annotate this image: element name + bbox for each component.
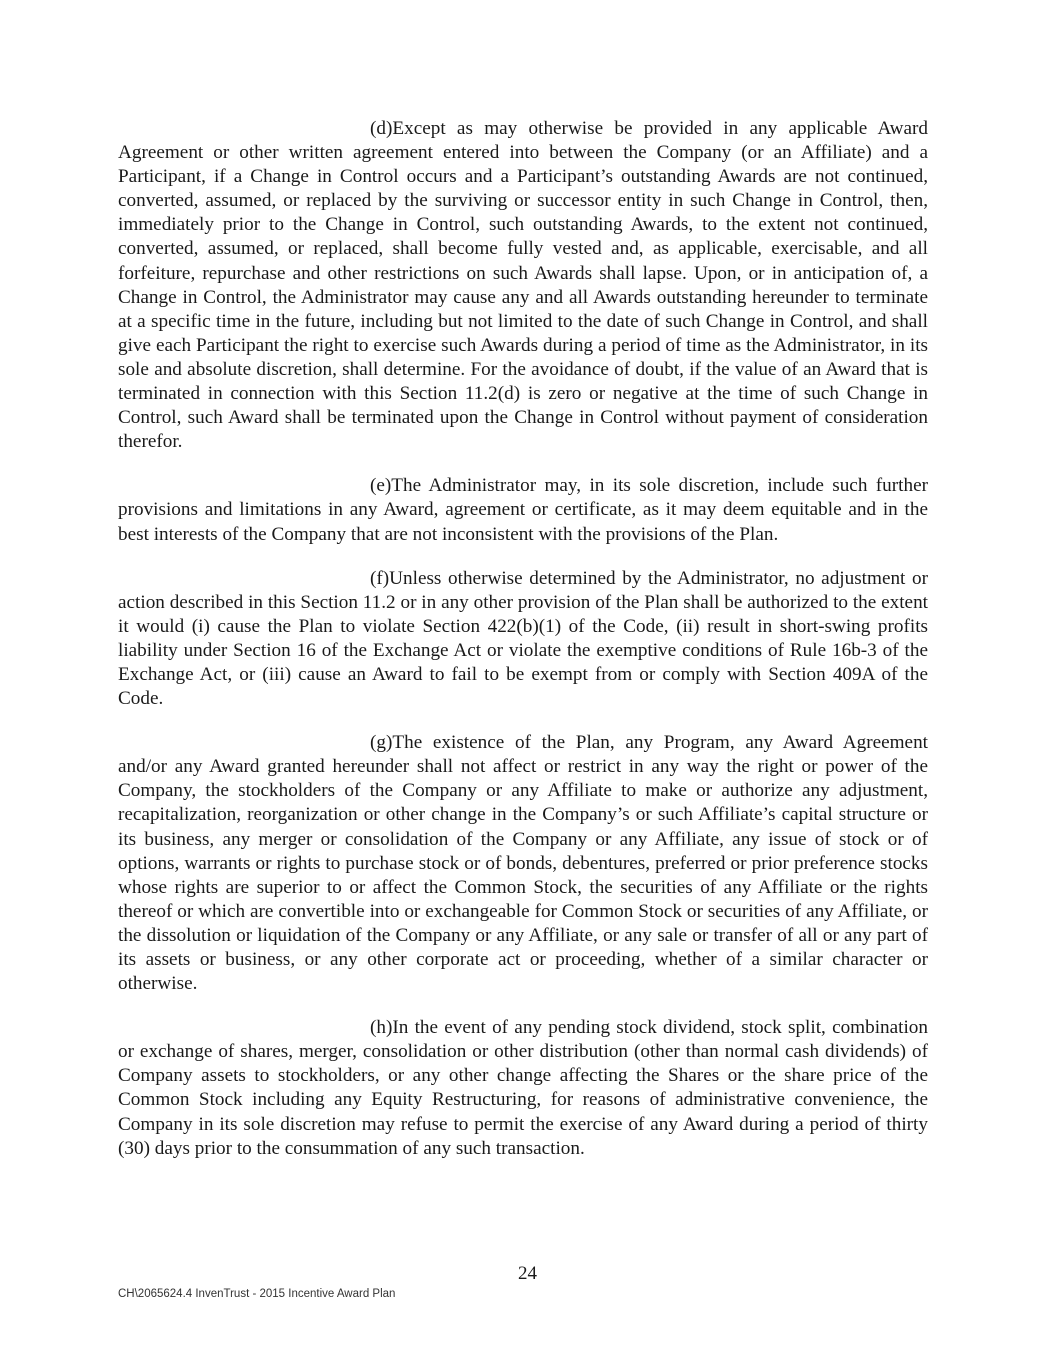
- paragraph-g: [118, 731, 928, 996]
- paragraph-e: [118, 474, 928, 546]
- paragraph-text: Unless otherwise determined by the Administrator, no adjustment or action described in this Section 11.2 or in any other provision of the Plan shall be authorized to the extent it would (i) cause the Plan to violate Section 422(b)(1) of the Code, (ii) result in short-swing profits liability under Section 16 of the Exchange Act or violate the exemptive conditions of Rule 16b-3 of the Exchange Act, or (iii) cause an Award to fail to be exempt from or comply with Section 409A of the Code.: [118, 567, 928, 710]
- paragraph-text: The Administrator may, in its sole discretion, include such further provisions and limitations in any Award, agreement or certificate, as it may deem equitable and in the best interests of the Company that are not inconsistent with the provisions of the Plan.: [118, 475, 928, 545]
- document-footer-id: CH\2065624.4 InvenTrust - 2015 Incentive Award Plan: [118, 1288, 396, 1300]
- paragraph-h: [118, 1016, 928, 1161]
- paragraph-text: In the event of any pending stock dividend, stock split, combination or exchange of shares, merger, consolidation or other distribution (other than normal cash dividends) of Company assets to stockholders, or any other change affecting the Shares or the share price of the Common Stock including any Equity Restructuring, for reasons of administrative convenience, the Company in its sole discretion may refuse to permit the exercise of any Award during a period of thirty (30) days prior to the consummation of any such transaction.: [118, 1017, 928, 1159]
- paragraph-f: [118, 567, 928, 712]
- paragraph-label: (h): [370, 1017, 393, 1039]
- paragraph-label: (e): [370, 475, 392, 497]
- paragraph-text: Except as may otherwise be provided in any applicable Award Agreement or other written agreement entered into between the Company (or an Affiliate) and a Participant, if a Change in Control occurs and a Participant’s outstanding Awards are not continued, converted, assumed, or replaced by the surviving or successor entity in such Change in Control, then, immediately prior to the Change in Control, such outstanding Awards, to the extent not continued, converted, assumed, or replaced, shall become fully vested and, as applicable, exercisable, and all forfeiture, repurchase and other restrictions on such Awards shall lapse. Upon, or in anticipation of, a Change in Control, the Administrator may cause any and all Awards outstanding hereunder to terminate at a specific time in the future, including but not limited to the date of such Change in Control, and shall give each Participant the right to exercise such Awards during a period of time as the Administrator, in its sole and absolute discretion, shall determine. For the avoidance of doubt, if the value of an Award that is terminated in connection with this Section 11.2(d) is zero or negative at the time of such Change in Control, such Award shall be terminated upon the Change in Control without payment of consideration therefor.: [118, 118, 928, 453]
- paragraph-label: (g): [370, 732, 393, 754]
- paragraph-label: (f): [370, 567, 390, 589]
- page-number: 24: [518, 1263, 537, 1284]
- paragraph-d: [118, 117, 928, 454]
- document-body: [118, 117, 928, 1181]
- paragraph-text: The existence of the Plan, any Program, any Award Agreement and/or any Award granted hereunder shall not affect or restrict in any way the right or power of the Company, the stockholders of the Company or any Affiliate to make or authorize any adjustment, recapitalization, reorganization or other change in the Company’s or such Affiliate’s capital structure or its business, any merger or consolidation of the Company or any Affiliate, any issue of stock or of options, warrants or rights to purchase stock or of bonds, debentures, preferred or prior preference stocks whose rights are superior to or affect the Common Stock, the securities of any Affiliate or the rights thereof or which are convertible into or exchangeable for Common Stock or securities of any Affiliate, or the dissolution or liquidation of the Company or any Affiliate, or any sale or transfer of all or any part of its assets or business, or any other corporate act or proceeding, whether of a similar character or otherwise.: [118, 732, 928, 995]
- paragraph-label: (d): [370, 118, 393, 139]
